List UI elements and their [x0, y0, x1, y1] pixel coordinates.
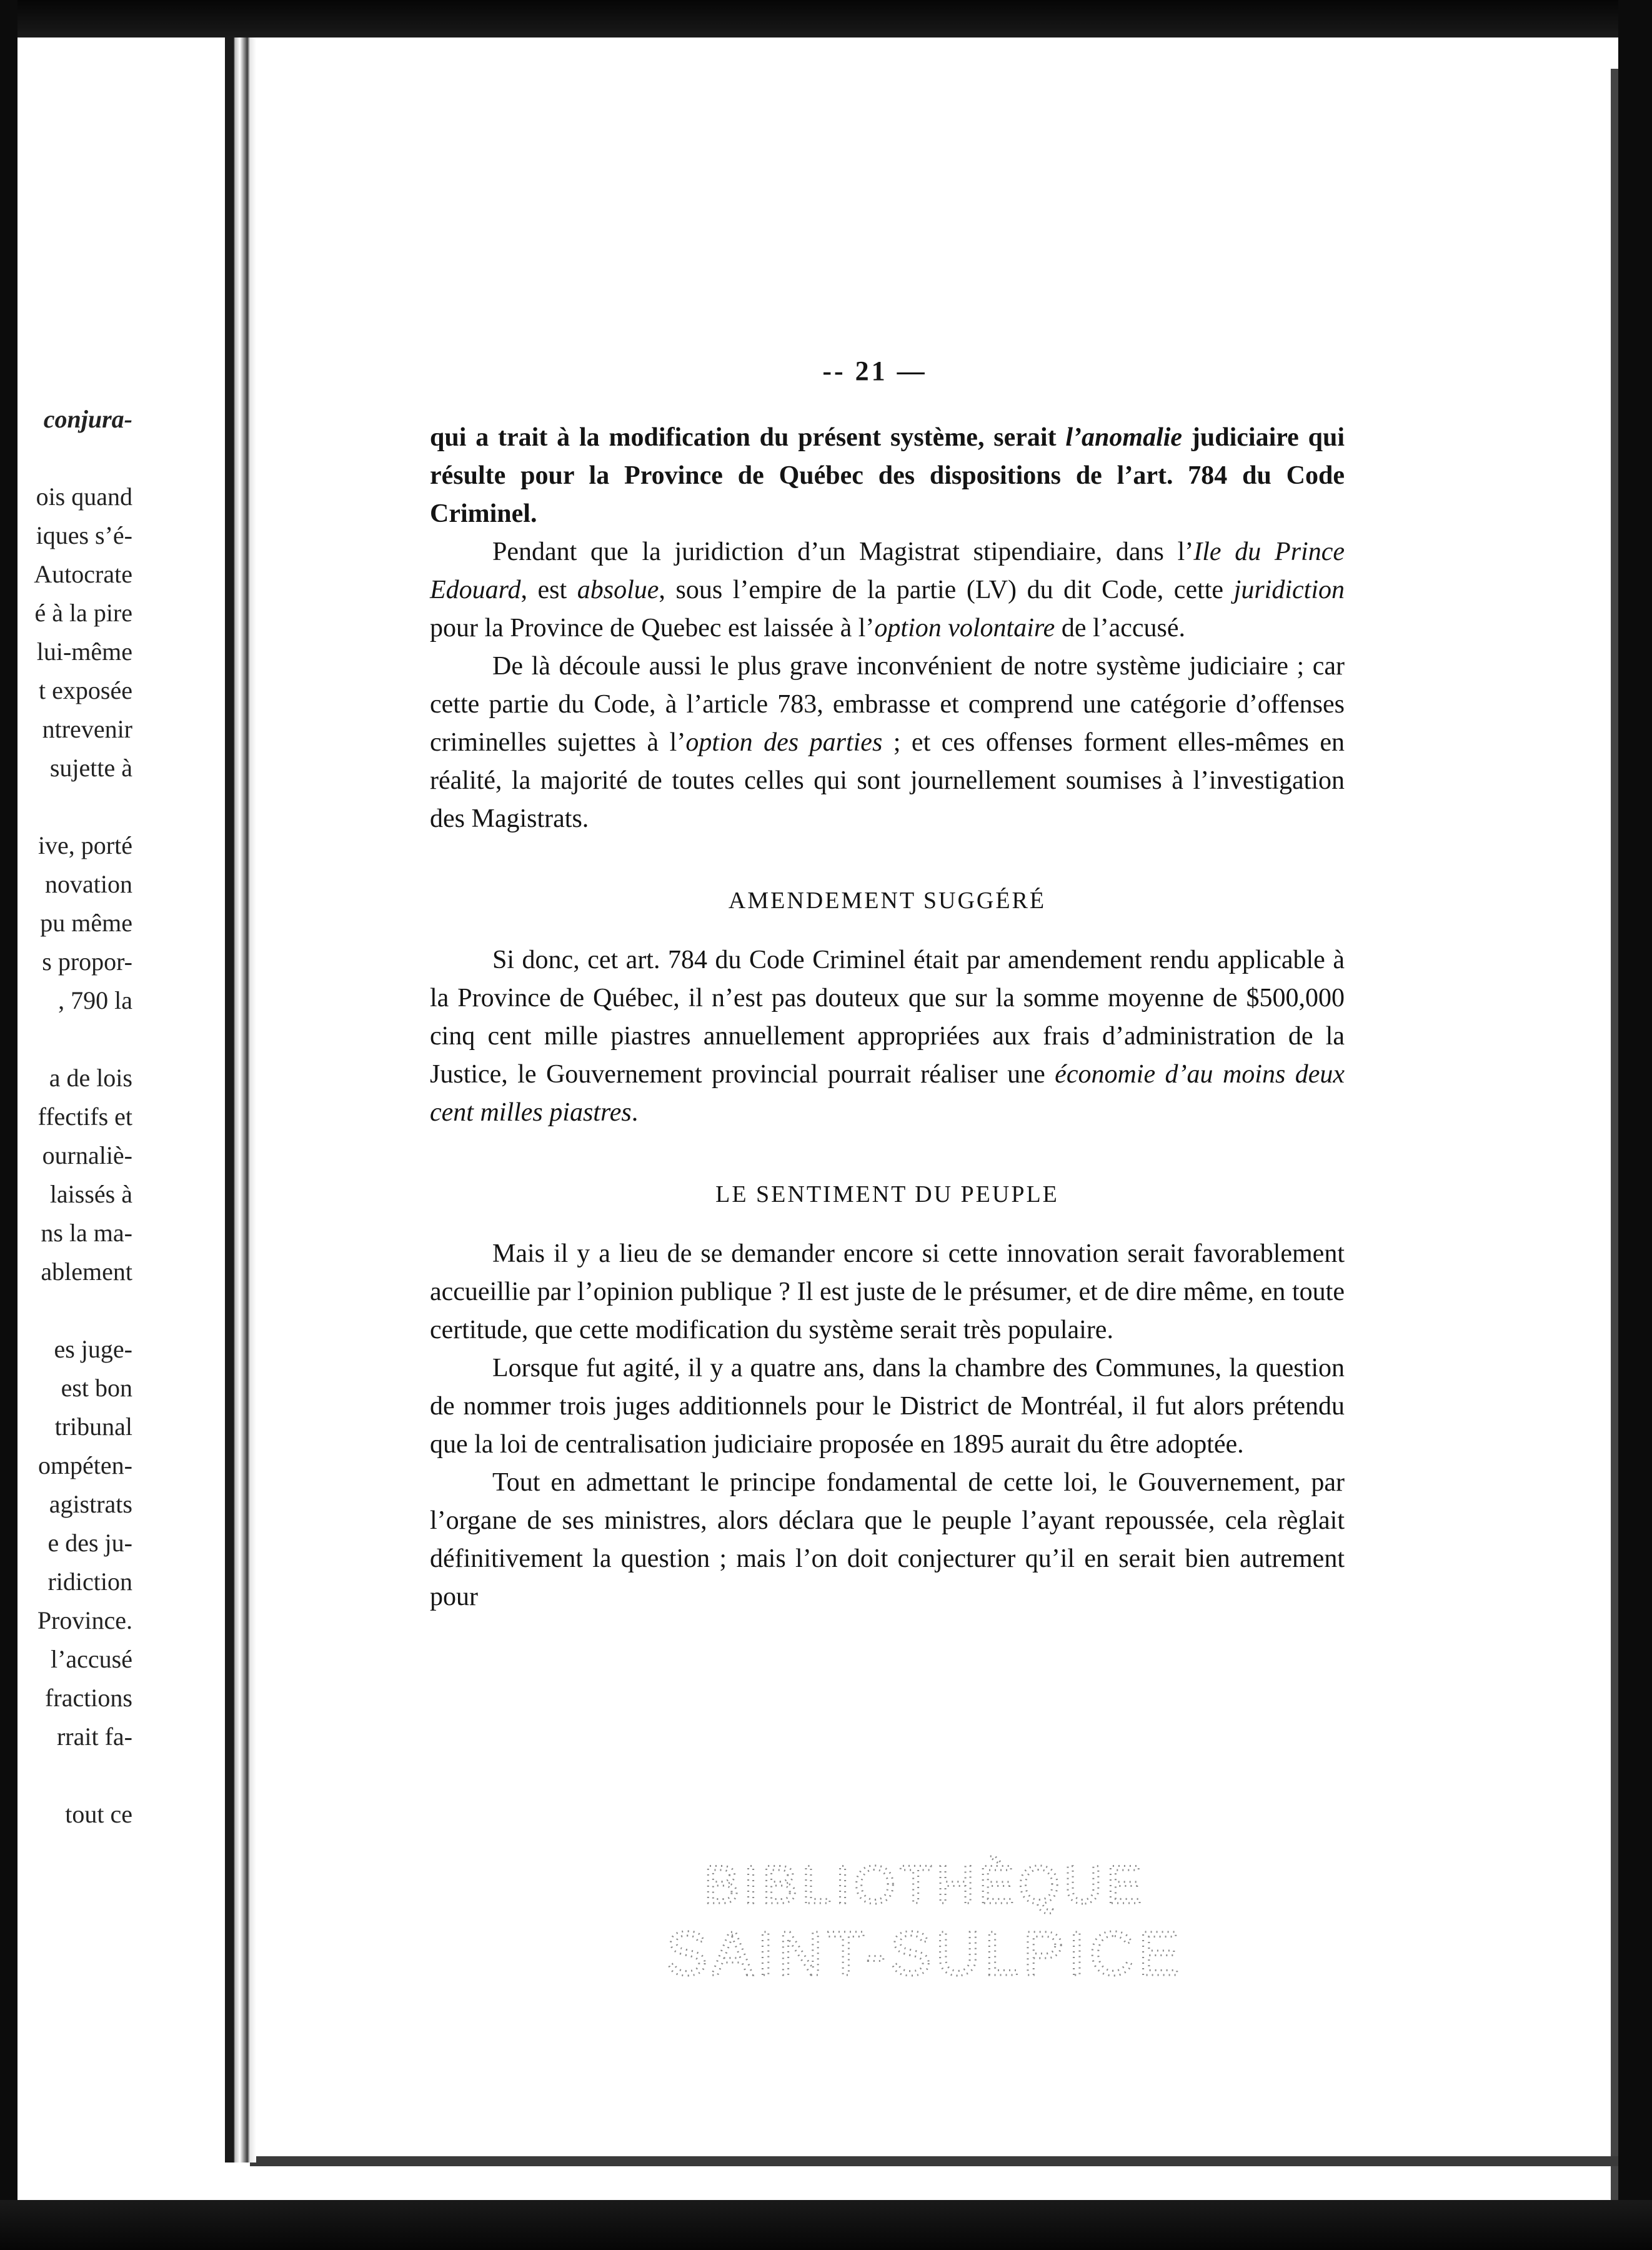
paragraph: Lorsque fut agité, il y a quatre ans, dans la chambre des Communes, la question de nommer trois juges additionnels pour le District de Montréal, il fut alors prétendu que la loi de centralisation judiciaire proposée en 1895 aurait du être adoptée.	[430, 1354, 1345, 1459]
facing-page-line: , 790 la	[58, 986, 132, 1014]
facing-page-line	[17, 439, 224, 478]
facing-page-line	[17, 1291, 224, 1330]
facing-page-line: s propor-	[42, 948, 132, 976]
facing-page-line: sujette à	[49, 754, 132, 782]
paragraph: De là découle aussi le plus grave inconvénient de notre système judiciaire ; car cette partie du Code, à l’article 783, embrasse et comprend une catégorie d’offenses criminelles sujettes à l’option des parties ; et ces offenses forment elles-mêmes en réalité, la majorité de toutes celles qui sont journellement soumises à l’investigation des Magistrats.	[430, 652, 1345, 833]
scan-border-bottom	[0, 2200, 1652, 2250]
section-heading: AMENDEMENT SUGGÉRÉ	[728, 888, 1047, 914]
facing-page-line: novation	[45, 870, 132, 898]
facing-page-line: Province.	[37, 1606, 132, 1634]
paragraph: Si donc, cet art. 784 du Code Criminel était par amendement rendu applicable à la Province de Québec, il n’est pas douteux que sur la somme moyenne de $500,000 cinq cent mille piastres annuellement appropriées aux frais d’administration de la Justice, le Gouvernement provincial pourrait réaliser une économie d’au moins deux cent milles piastres.	[430, 946, 1345, 1127]
facing-page-line: laissés à	[49, 1180, 132, 1208]
scan-border-top	[0, 0, 1652, 38]
facing-page-line: agistrats	[49, 1490, 132, 1518]
facing-page-line: pu même	[40, 909, 132, 937]
facing-page-line: rrait fa-	[56, 1722, 132, 1751]
facing-page-line: lui-même	[36, 638, 132, 666]
paragraph: Tout en admettant le principe fondamental de cette loi, le Gouvernement, par l’organe de ses ministres, alors déclara que le peuple l’ayant repoussée, cela règlait définitivement la question ; mais l’on doit conjecturer qu’il en serait bien autrement pour	[430, 1468, 1345, 1611]
page-body	[430, 419, 1345, 1616]
page-edge-shadow-bottom	[250, 2156, 1618, 2166]
facing-page-line: ois quand	[36, 482, 132, 511]
facing-page-line: é à la pire	[34, 599, 132, 627]
facing-page-line: tout ce	[65, 1800, 132, 1828]
facing-page-line: ntrevenir	[42, 715, 132, 743]
facing-page-line: ffectifs et	[37, 1102, 132, 1131]
facing-page-line: a de lois	[49, 1064, 132, 1092]
facing-page-line: ournaliè-	[42, 1141, 132, 1169]
facing-page-line	[17, 1020, 224, 1059]
facing-page-line: Autocrate	[34, 560, 132, 588]
paragraph: qui a trait à la modification du présent système, serait l’anomalie judiciaire qui résulte pour la Province de Québec des dispositions de l’art. 784 du Code Criminel.	[430, 423, 1345, 528]
scan-border-left	[0, 0, 17, 2250]
scan-border-right	[1618, 0, 1652, 2250]
facing-page-line: l’accusé	[50, 1645, 132, 1673]
facing-page-line: ive, porté	[37, 831, 132, 859]
facing-page-line: ns la ma-	[41, 1219, 132, 1247]
facing-page-line: ablement	[41, 1258, 132, 1286]
facing-page-line: ompéten-	[37, 1451, 132, 1479]
library-perforated-stamp	[662, 1850, 1187, 1994]
paragraph: Mais il y a lieu de se demander encore si cette innovation serait favorablement accueillie par l’opinion publique ? Il est juste de le présumer, et de dire même, en toute certitude, que cette modification du système serait très populaire.	[430, 1239, 1345, 1344]
facing-page-line: est bon	[61, 1374, 132, 1402]
facing-page-line: tribunal	[54, 1412, 132, 1441]
stamp-line-2: SAINT-SULPICE	[665, 1919, 1184, 1989]
section-heading: LE SENTIMENT DU PEUPLE	[715, 1181, 1059, 1208]
paragraph: Pendant que la juridiction d’un Magistrat stipendiaire, dans l’Ile du Prince Edouard, est absolue, sous l’empire de la partie (LV) du dit Code, cette juridiction pour la Province de Quebec est laissée à l’option volontaire de l’accusé.	[430, 538, 1345, 642]
page-number: -- 21 —	[822, 356, 927, 386]
facing-page-line	[17, 1756, 224, 1795]
facing-page-fragments	[17, 400, 224, 1834]
stamp-line-1: BIBLIOTHÈQUE	[704, 1855, 1146, 1915]
facing-page-line: t exposée	[39, 676, 132, 704]
facing-page-line: iques s’é-	[36, 521, 132, 549]
book-gutter	[225, 38, 256, 2162]
facing-page-line	[17, 788, 224, 826]
facing-page-line: conjura-	[43, 405, 132, 433]
facing-page-line: ridiction	[47, 1568, 132, 1596]
facing-page-line: e des ju-	[47, 1529, 132, 1557]
page-edge-shadow-right	[1611, 69, 1618, 2206]
facing-page-line: es juge-	[54, 1335, 132, 1363]
facing-page-line: fractions	[45, 1684, 132, 1712]
